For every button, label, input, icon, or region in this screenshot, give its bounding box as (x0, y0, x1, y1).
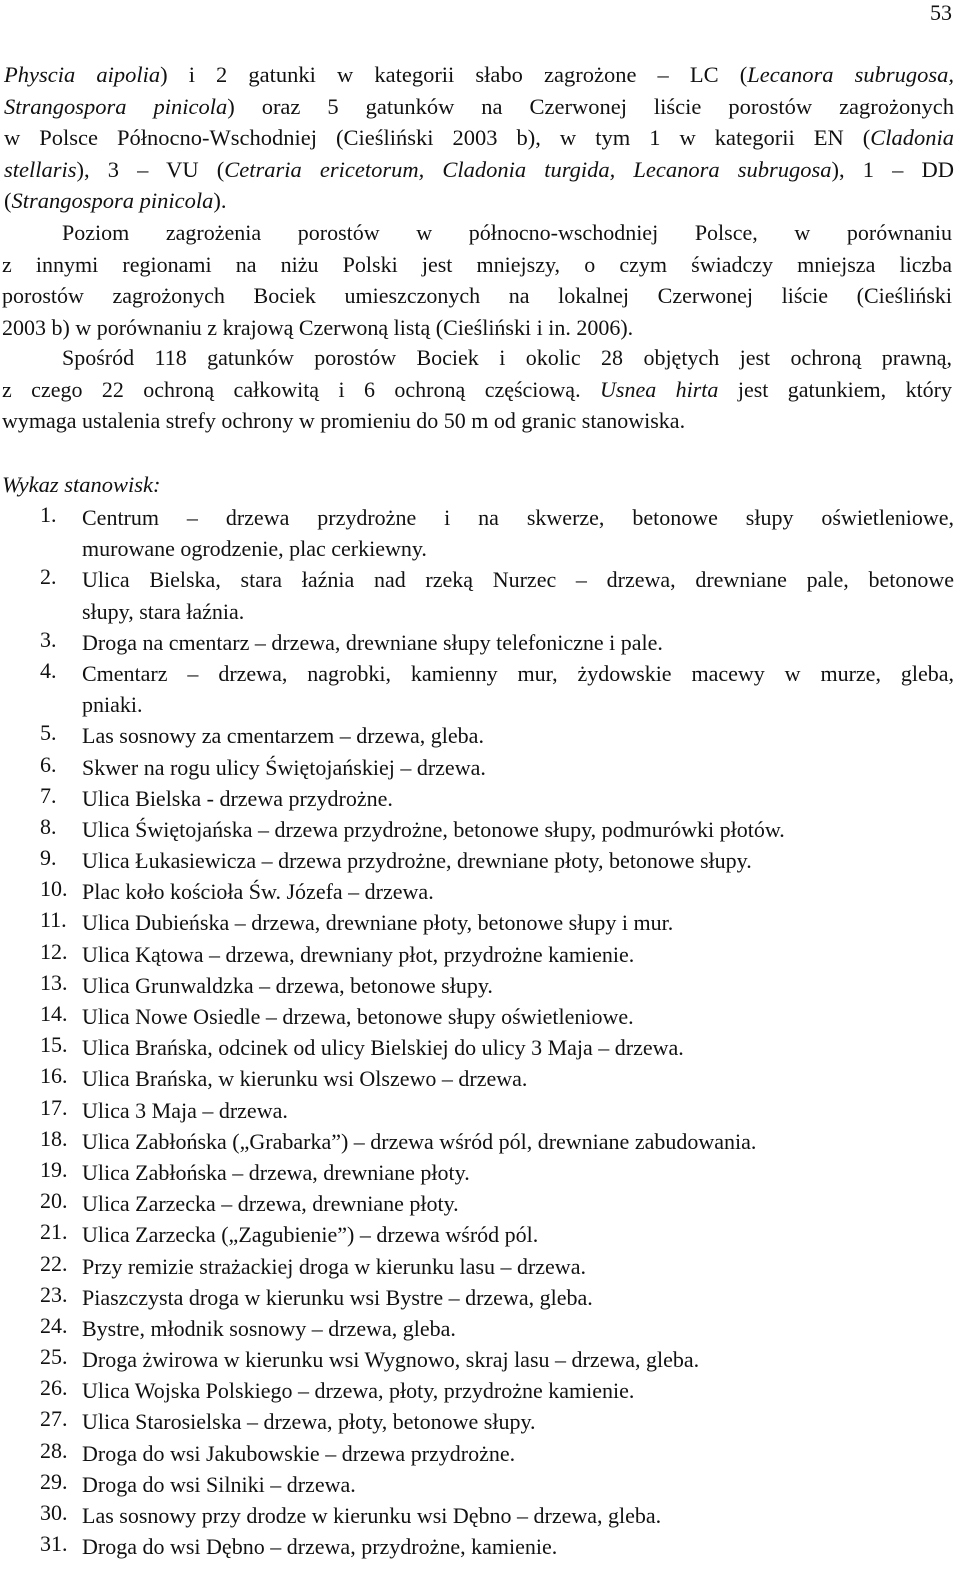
list-item (2, 1063, 954, 1094)
page-number: 53 (930, 0, 952, 25)
list-item (2, 1500, 954, 1531)
list-item-text: Ulica 3 Maja – drzewa. (82, 1097, 288, 1123)
list-item (2, 1406, 954, 1437)
text-line (4, 91, 954, 123)
list-item-number: 11. (40, 907, 67, 933)
list-item-number: 25. (40, 1344, 68, 1370)
list-item-number: 20. (40, 1188, 68, 1214)
list-item-text: Ulica Zarzecka („Zagubienie”) – drzewa wśród pól. (82, 1222, 539, 1248)
list-item-number: 2. (40, 564, 57, 590)
list-item-text: Ulica Brańska, w kierunku wsi Olszewo – drzewa. (82, 1066, 528, 1092)
list-item-number: 5. (40, 720, 57, 746)
list-item (2, 1282, 954, 1313)
list-item-number: 22. (40, 1250, 68, 1276)
italic-species-name: stellaris (4, 156, 77, 182)
list-item (2, 627, 954, 658)
list-item (2, 658, 954, 720)
list-item-text: Ulica Dubieńska – drzewa, drewniane płoty, betonowe słupy i mur. (82, 910, 674, 936)
list-item-text: pniaki. (82, 692, 143, 718)
sites-list (2, 502, 954, 1562)
list-item-text: Ulica Grunwaldzka – drzewa, betonowe słupy. (82, 972, 493, 998)
list-item-number: 1. (40, 502, 57, 527)
list-item-number: 12. (40, 938, 68, 964)
list-item-text: Ulica Łukasiewicza – drzewa przydrożne, drewniane płoty, betonowe słupy. (82, 848, 752, 874)
text-segment: ), 3 – VU ( (76, 156, 225, 182)
list-item (2, 814, 954, 845)
text-line (4, 122, 954, 154)
list-item-text: Ulica Zabłońska („Grabarka”) – drzewa wśród pól, drewniane zabudowania. (82, 1128, 757, 1154)
list-item (2, 907, 954, 938)
list-item-text: słupy, stara łaźnia. (82, 598, 245, 624)
list-item (2, 1219, 954, 1250)
text-segment: ( (4, 188, 12, 213)
italic-species-name: Cladonia (870, 125, 954, 150)
list-item-text: Przy remizie strażackiej droga w kierunku lasu – drzewa. (82, 1253, 586, 1279)
list-item (2, 720, 954, 751)
list-item-text: Piaszczysta droga w kierunku wsi Bystre – drzewa, gleba. (82, 1284, 593, 1310)
list-item-text: murowane ogrodzenie, plac cerkiewny. (82, 536, 427, 562)
list-item-text: Las sosnowy za cmentarzem – drzewa, gleba. (82, 723, 484, 749)
text-segment: ). (213, 188, 227, 213)
list-item-number: 29. (40, 1468, 68, 1494)
list-item (2, 1001, 954, 1032)
text-line: 2003 b) w porównaniu z krajową Czerwoną listą (Cieśliński i in. 2006). (2, 314, 634, 340)
list-item-number: 31. (40, 1531, 68, 1557)
list-item (2, 752, 954, 783)
list-item (2, 1469, 954, 1500)
list-item-number: 6. (40, 751, 57, 777)
text-line (2, 405, 952, 437)
list-item (2, 1531, 954, 1562)
list-item-number: 10. (40, 876, 68, 902)
text-line: Poziom zagrożenia porostów w północno-wschodniej Polsce, w porównaniu (62, 220, 952, 245)
text-segment: ), 1 – DD (831, 156, 954, 182)
paragraph-protected-species (2, 342, 952, 437)
list-item-number: 23. (40, 1281, 68, 1307)
list-item-number: 4. (40, 657, 57, 683)
text-line (2, 374, 952, 406)
list-item-text: Ulica Nowe Osiedle – drzewa, betonowe słupy oświetleniowe. (82, 1004, 634, 1029)
list-item (2, 1032, 954, 1063)
list-item (2, 939, 954, 970)
list-item-text: Droga do wsi Dębno – drzewa, przydrożne, kamienie. (82, 1534, 558, 1560)
list-item-text: Ulica Zabłońska – drzewa, drewniane płoty. (82, 1159, 470, 1185)
list-item (2, 1188, 954, 1219)
list-item-number: 18. (40, 1125, 68, 1151)
list-item-text: Ulica Wojska Polskiego – drzewa, płoty, przydrożne kamienie. (82, 1378, 635, 1404)
list-item-number: 19. (40, 1156, 68, 1182)
list-item-text: Las sosnowy przy drodze w kierunku wsi Dębno – drzewa, gleba. (82, 1503, 662, 1528)
list-item (2, 783, 954, 814)
list-item (2, 1344, 954, 1375)
list-item-number: 16. (40, 1063, 68, 1089)
text-segment: Spośród 118 gatunków porostów Bociek i okolic 28 objętych jest ochroną prawną, (62, 345, 952, 370)
list-item (2, 970, 954, 1001)
list-item-text: Ulica Świętojańska – drzewa przydrożne, betonowe słupy, podmurówki płotów. (82, 816, 785, 842)
list-item (2, 1438, 954, 1469)
list-item-text: Droga żwirowa w kierunku wsi Wygnowo, skraj lasu – drzewa, gleba. (82, 1347, 700, 1373)
list-item-number: 3. (40, 626, 57, 652)
intro-paragraph (4, 59, 954, 217)
text-segment: ) oraz 5 gatunków na Czerwonej liście porostów zagrożonych (227, 93, 955, 119)
list-item-text: Ulica Bielska - drzewa przydrożne. (82, 785, 393, 811)
list-item-text: Centrum – drzewa przydrożne i na skwerze, betonowe słupy oświetleniowe, (82, 505, 954, 530)
list-item-number: 30. (40, 1500, 68, 1525)
list-item (2, 876, 954, 907)
list-item-number: 21. (40, 1219, 68, 1245)
text-line (2, 342, 952, 374)
text-line (4, 154, 954, 186)
text-line (4, 59, 954, 91)
list-item (2, 502, 954, 564)
list-item-text: Skwer na rogu ulicy Świętojańskiej – drzewa. (82, 754, 486, 780)
list-item-text: Ulica Kątowa – drzewa, drewniany płot, przydrożne kamienie. (82, 941, 635, 967)
italic-species-name: Strangospora pinicola (4, 93, 228, 119)
italic-species-name: Physcia aipolia (4, 62, 161, 87)
sites-heading: Wykaz stanowisk: (2, 472, 161, 497)
list-item-text: Droga na cmentarz – drzewa, drewniane słupy telefoniczne i pale. (82, 629, 663, 655)
list-item (2, 1313, 954, 1344)
text-segment: ) i 2 gatunki w kategorii słabo zagrożone – LC ( (160, 62, 748, 87)
list-item-text: Droga do wsi Jakubowskie – drzewa przydrożne. (82, 1440, 516, 1466)
list-item-number: 17. (40, 1094, 68, 1120)
list-item-text: Bystre, młodnik sosnowy – drzewa, gleba. (82, 1315, 456, 1341)
list-item (2, 1157, 954, 1188)
text-segment: jest gatunkiem, który (718, 376, 953, 402)
list-item-number: 13. (40, 969, 68, 995)
text-line: porostów zagrożonych Bociek umieszczonych na lokalnej Czerwonej liście (Cieśliński (2, 283, 952, 308)
list-item-number: 8. (40, 813, 57, 839)
list-item (2, 1375, 954, 1406)
list-item-number: 27. (40, 1406, 68, 1432)
text-segment: wymaga ustalenia strefy ochrony w promieniu do 50 m od granic stanowiska. (2, 408, 686, 433)
list-item-number: 15. (40, 1032, 68, 1058)
text-segment: w Polsce Północno-Wschodniej (Cieśliński 2003 b), w tym 1 w kategorii EN ( (4, 125, 871, 150)
italic-species-name: Cetraria ericetorum, Cladonia turgida, Lecanora subrugosa (224, 156, 832, 182)
list-item-number: 7. (40, 782, 57, 808)
italic-species-name: Strangospora pinicola (11, 188, 214, 213)
list-item-number: 28. (40, 1437, 68, 1463)
italic-species-name: Lecanora subrugosa, (747, 62, 955, 87)
text-line: z innymi regionami na niżu Polski jest mniejszy, o czym świadczy mniejsza liczba (2, 251, 952, 277)
list-item (2, 1126, 954, 1157)
text-line (4, 185, 954, 217)
list-item-number: 14. (40, 1001, 68, 1026)
text-segment: z czego 22 ochroną całkowitą i 6 ochroną częściową. (2, 376, 600, 402)
list-item-text: Ulica Starosielska – drzewa, płoty, betonowe słupy. (82, 1409, 536, 1435)
paragraph-threat-level (2, 217, 952, 343)
list-item (2, 1251, 954, 1282)
list-item-text: Ulica Bielska, stara łaźnia nad rzeką Nurzec – drzewa, drewniane pale, betonowe (82, 567, 954, 593)
list-item-text: Cmentarz – drzewa, nagrobki, kamienny mur, żydowskie macewy w murze, gleba, (82, 660, 954, 686)
list-item-number: 24. (40, 1312, 68, 1338)
list-item (2, 1095, 954, 1126)
list-item-text: Plac koło kościoła Św. Józefa – drzewa. (82, 879, 434, 905)
list-item-text: Ulica Brańska, odcinek od ulicy Bielskiej do ulicy 3 Maja – drzewa. (82, 1035, 684, 1061)
list-item-text: Ulica Zarzecka – drzewa, drewniane płoty. (82, 1191, 459, 1217)
list-item (2, 564, 954, 626)
list-item-number: 9. (40, 845, 57, 871)
list-item (2, 845, 954, 876)
list-item-text: Droga do wsi Silniki – drzewa. (82, 1471, 356, 1497)
italic-species-name: Usnea hirta (600, 376, 719, 402)
list-item-number: 26. (40, 1375, 68, 1401)
